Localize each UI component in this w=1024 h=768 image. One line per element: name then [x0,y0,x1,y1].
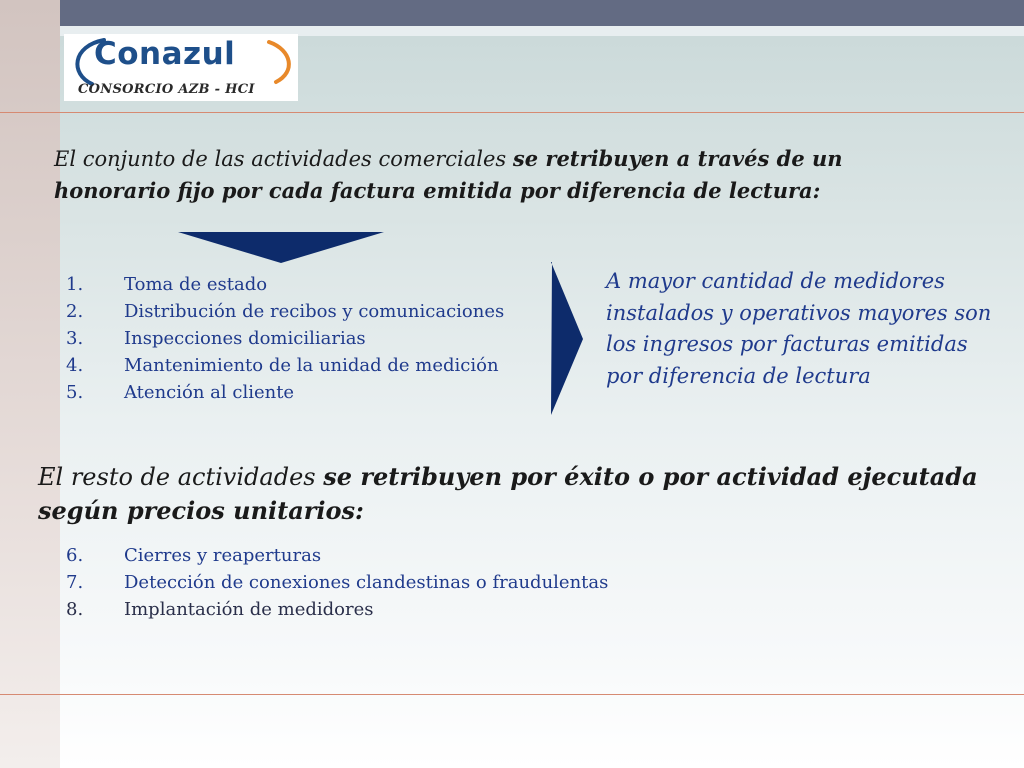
company-logo [64,34,298,101]
list-item-label: Inspecciones domiciliarias [124,328,366,349]
intro-text: El conjunto de las actividades comerciales [54,147,513,171]
list-item-label: Implantación de medidores [124,599,374,620]
list-item-number: 8. [66,599,84,620]
left-decor-band [0,0,60,768]
variable-fee-activities-list [66,542,608,623]
list-item-label: Detección de conexiones clandestinas o fraudulentas [124,572,609,593]
list-item [66,596,608,623]
list-item [66,298,504,325]
list-item [66,352,504,379]
list-item-number: 5. [66,382,84,403]
list-item [66,379,504,406]
list-item-number: 3. [66,328,84,349]
list-item [66,325,504,352]
list-item [66,542,608,569]
fixed-fee-activities-list [66,271,504,406]
list-item-label: Atención al cliente [124,382,295,403]
list-item-number: 1. [66,274,84,295]
top-header-bar [60,0,1024,26]
list-item-label: Distribución de recibos y comunicaciones [124,301,505,322]
result-statement: A mayor cantidad de medidores instalados y operativos mayores son los ingresos por facturas emitidas por diferencia de lectura [606,269,992,388]
intro-emphasis: se retribuyen a través de un honorario fijo por cada factura emitida por diferencia de lectura: [54,146,843,203]
list-item-label: Mantenimiento de la unidad de medición [124,355,499,376]
list-item-number: 6. [66,545,84,566]
logo-name: Conazul [94,36,236,72]
list-item [66,569,608,596]
rest-emphasis: se retribuyen por éxito o por actividad ejecutada según precios unitarios: [38,462,978,525]
list-item-label: Toma de estado [124,274,268,295]
list-item-number: 7. [66,572,84,593]
list-item-label: Cierres y reaperturas [124,545,322,566]
rest-paragraph [38,460,988,528]
chevron-down-icon [178,232,384,264]
chevron-right-icon [551,262,585,416]
intro-paragraph [54,143,954,207]
list-item-number: 4. [66,355,84,376]
header-divider [0,112,1024,113]
footer-divider [0,694,1024,695]
logo-subtitle: CONSORCIO AZB - HCI [78,82,255,97]
list-item-number: 2. [66,301,84,322]
rest-text: El resto de actividades [38,463,324,491]
list-item [66,271,504,298]
